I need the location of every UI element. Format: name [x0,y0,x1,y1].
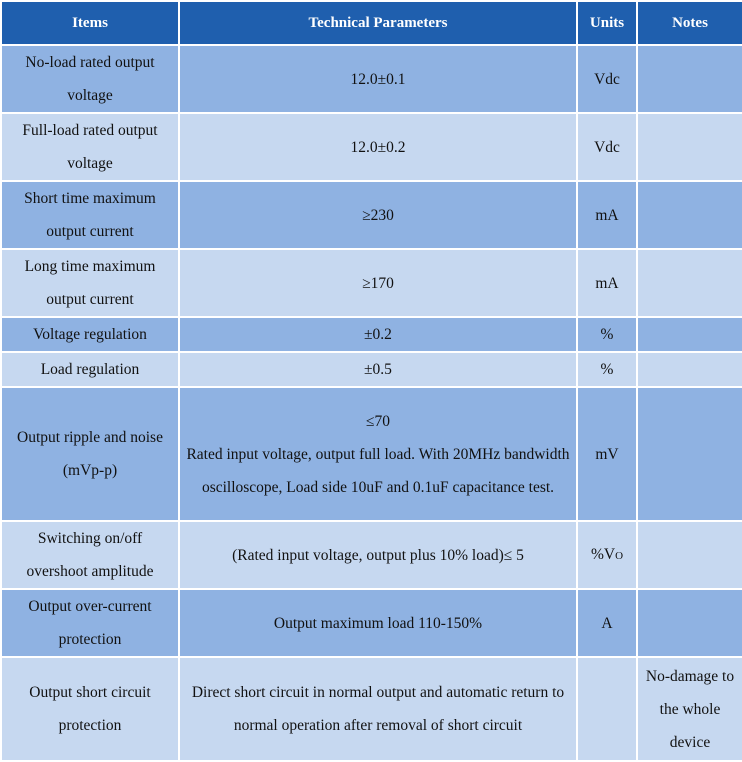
item-cell: Full-load rated output voltage [1,113,179,181]
table-row [1,521,742,589]
header-technical-parameters: Technical Parameters [179,1,577,45]
header-items: Items [1,1,179,45]
table-row [1,113,742,181]
note-cell [637,113,742,181]
item-cell: Output short circuit protection [1,657,179,761]
item-cell: Long time maximum output current [1,249,179,317]
note-cell [637,521,742,589]
item-cell: Load regulation [1,352,179,387]
item-cell: Short time maximum output current [1,181,179,249]
parameter-cell: ≥170 [179,249,577,317]
header-units: Units [577,1,637,45]
item-cell: Voltage regulation [1,317,179,352]
unit-cell: Vdc [577,113,637,181]
item-cell: Output over-current protection [1,589,179,657]
parameter-cell: ≥230 [179,181,577,249]
table-row [1,589,742,657]
item-cell: No-load rated output voltage [1,45,179,113]
parameter-cell: 12.0±0.2 [179,113,577,181]
unit-cell [577,521,637,589]
note-cell [637,589,742,657]
table-row [1,249,742,317]
table-row [1,317,742,352]
note-cell [637,181,742,249]
unit-cell: % [577,317,637,352]
parameter-cell: 12.0±0.1 [179,45,577,113]
note-cell [637,317,742,352]
table-row [1,181,742,249]
unit-cell [577,657,637,761]
parameter-cell: Output maximum load 110-150% [179,589,577,657]
note-cell [637,45,742,113]
unit-cell: mA [577,181,637,249]
table-row [1,657,742,761]
ripple-test-conditions: Rated input voltage, output full load. With 20MHz bandwidth oscilloscope, Load side 10uF and 0.1uF capacitance test. [186,445,570,496]
note-cell [637,352,742,387]
table-row [1,352,742,387]
item-cell: Output ripple and noise (mVp-p) [1,387,179,521]
parameter-cell: (Rated input voltage, output plus 10% load)≤ 5 [179,521,577,589]
unit-cell: mA [577,249,637,317]
table-row [1,387,742,521]
unit-cell: % [577,352,637,387]
unit-cell: Vdc [577,45,637,113]
unit-cell: A [577,589,637,657]
note-cell [637,249,742,317]
note-cell: No-damage to the whole device [637,657,742,761]
parameter-cell [179,387,577,521]
ripple-limit-value: ≤70 [365,412,390,430]
parameter-cell: Direct short circuit in normal output and automatic return to normal operation after removal of short circuit [179,657,577,761]
unit-cell: mV [577,387,637,521]
table-row [1,45,742,113]
unit-subscript: O [615,549,624,562]
unit-main: %V [590,545,616,563]
parameter-cell: ±0.2 [179,317,577,352]
item-cell: Switching on/off overshoot amplitude [1,521,179,589]
note-cell [637,387,742,521]
header-row [1,1,742,45]
header-notes: Notes [637,1,742,45]
parameter-cell: ±0.5 [179,352,577,387]
